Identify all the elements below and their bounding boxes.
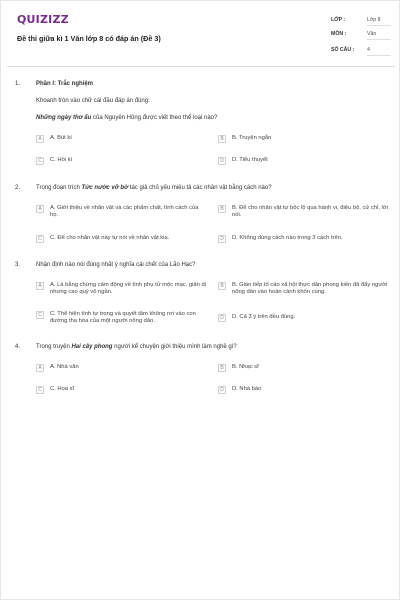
question-text — [36, 344, 386, 350]
option-text: D. Nhà báo — [232, 386, 262, 392]
option-text: B. Nhạc sĩ — [232, 364, 259, 370]
option-c[interactable] — [36, 157, 72, 165]
option-d[interactable] — [218, 314, 388, 322]
option-letter: D — [218, 157, 226, 165]
meta-value-subject: Văn — [367, 31, 377, 37]
question-text — [36, 115, 386, 121]
question-text-rest: người kể chuyện giới thiệu mình làm nghề gì? — [112, 344, 237, 350]
option-text: B. Gián tiếp tố cáo xã hội thực dân phong kiến đã đẩy người nông dân vào hoàn cảnh khốn cùng. — [232, 282, 388, 296]
option-text: C. Họa sĩ — [50, 386, 75, 392]
option-letter: A — [36, 135, 44, 143]
question-number: 3. — [15, 262, 21, 268]
meta-label-grade: LỚP : — [331, 17, 346, 23]
quizizz-logo: QUIZIZZ — [17, 13, 69, 26]
option-a[interactable] — [36, 205, 206, 219]
meta-underline — [367, 25, 391, 26]
header-divider — [7, 66, 395, 67]
option-text: B. Để cho nhân vật tự bộc lộ qua hành vi, điệu bộ, cử chỉ, lời nói. — [232, 205, 388, 219]
option-text: A. Là bằng chứng cảm động về tình phụ tử mộc mạc, giản dị nhưng cao quý vô ngần. — [50, 282, 206, 296]
option-c[interactable] — [36, 235, 206, 243]
option-text: A. Nhà văn — [50, 364, 79, 370]
option-letter: C — [36, 386, 44, 394]
meta-value-grade: Lớp 8 — [367, 17, 381, 23]
option-text: D. Cả 3 ý trên đều đúng. — [232, 314, 296, 320]
option-letter: D — [218, 235, 226, 243]
option-text: D. Không dùng cách nào trong 3 cách trên. — [232, 235, 343, 241]
option-d[interactable] — [218, 235, 388, 243]
meta-label-count: SỐ CÂU : — [331, 47, 355, 53]
option-b[interactable] — [218, 364, 259, 372]
option-c[interactable] — [36, 311, 206, 325]
work-title: Tức nước vỡ bờ — [81, 185, 129, 191]
option-letter: B — [218, 282, 226, 290]
question-number: 2. — [15, 185, 21, 191]
option-text: C. Để cho nhân vật này tự nói về nhân vật kia. — [50, 235, 170, 241]
work-title: Những ngày thơ ấu — [36, 115, 92, 121]
option-letter: A — [36, 364, 44, 372]
option-text: D. Tiểu thuyết — [232, 157, 268, 163]
question-text-rest: của Nguyên Hồng được viết theo thể loại nào? — [91, 115, 218, 121]
option-letter: C — [36, 235, 44, 243]
question-text-pre: Trong truyện — [36, 344, 72, 350]
option-a[interactable] — [36, 135, 72, 143]
option-b[interactable] — [218, 205, 388, 219]
question-number: 1. — [15, 81, 21, 87]
option-b[interactable] — [218, 282, 388, 296]
option-letter: B — [218, 364, 226, 372]
option-letter: D — [218, 386, 226, 394]
option-text: C. Thể hiện tính tự trọng và quyết tâm không rơi vào con đường tha hóa của một người nông dân. — [50, 311, 196, 325]
option-text: C. Hồi kí — [50, 157, 73, 163]
option-d[interactable] — [218, 386, 261, 394]
question-text: Nhận định nào nói đúng nhất ý nghĩa cái chết của Lão Hạc? — [36, 262, 196, 268]
work-title: Hai cây phong — [71, 344, 113, 350]
question-text — [36, 185, 386, 191]
option-b[interactable] — [218, 135, 271, 143]
option-letter: C — [36, 311, 44, 319]
question-text-rest: tác giả chủ yếu miêu tả các nhân vật bằng cách nào? — [128, 185, 272, 191]
option-text: A. Bút kí — [50, 135, 72, 141]
worksheet-title: Đề thi giữa kì 1 Văn lớp 8 có đáp án (Đề 3) — [17, 34, 161, 43]
meta-value-count: 4 — [367, 47, 370, 53]
option-letter: D — [218, 314, 226, 322]
option-letter: A — [36, 282, 44, 290]
question-number: 4. — [15, 344, 21, 350]
option-letter: B — [218, 205, 226, 213]
section-heading: Phần I: Trắc nghiệm — [36, 81, 94, 87]
meta-label-subject: MÔN : — [331, 31, 347, 37]
option-letter: A — [36, 205, 44, 213]
option-a[interactable] — [36, 282, 206, 296]
option-c[interactable] — [36, 386, 74, 394]
option-text: A. Giới thiệu về nhân vật và các phẩm chất, tính cách của họ. — [50, 205, 199, 219]
meta-underline — [367, 55, 391, 56]
option-d[interactable] — [218, 157, 268, 165]
question-instruction: Khoanh tròn vào chữ cái đầu đáp án đúng: — [36, 98, 150, 104]
option-a[interactable] — [36, 364, 79, 372]
option-text: B. Truyện ngắn — [232, 135, 272, 141]
question-text-pre: Trong đoạn trích — [36, 185, 82, 191]
option-letter: C — [36, 157, 44, 165]
meta-underline — [367, 39, 391, 40]
worksheet-meta — [331, 17, 389, 61]
option-letter: B — [218, 135, 226, 143]
